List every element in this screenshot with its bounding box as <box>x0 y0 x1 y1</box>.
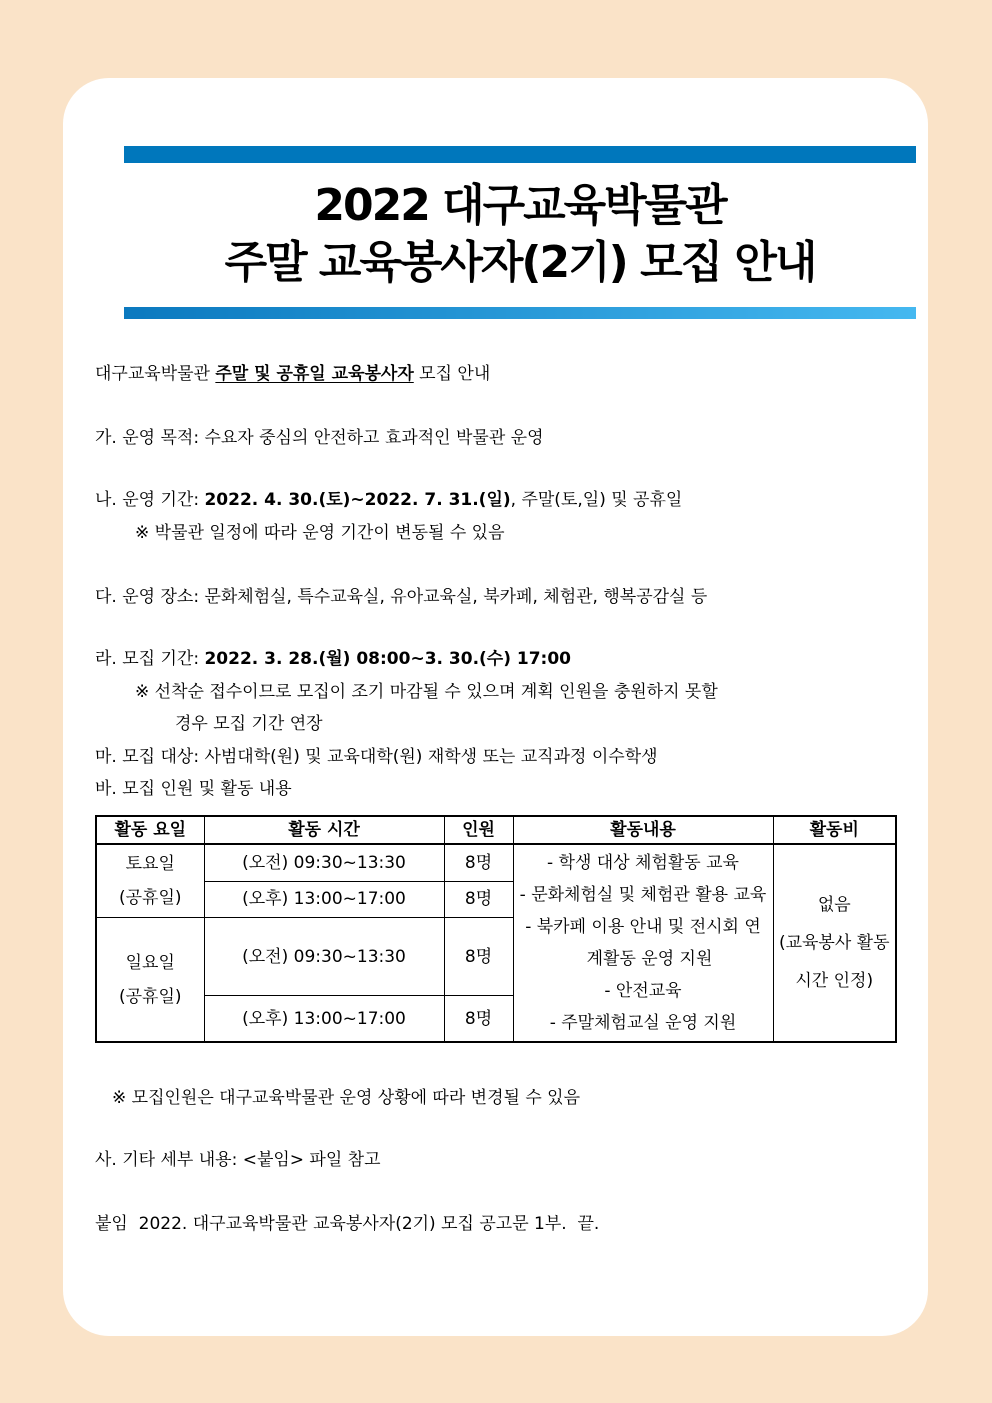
cell-activities <box>513 844 773 1042</box>
note-recruit-period-line-1: ※ 선착순 접수이므로 모집이 조기 마감될 수 있으며 계획 인원을 충원하지 못할 <box>135 682 718 702</box>
cell-fee <box>773 844 896 1042</box>
cell-day-saturday-line-1: 토요일 <box>125 854 175 874</box>
note-table: ※ 모집인원은 대구교육박물관 운영 상황에 따라 변경될 수 있음 <box>112 1088 581 1108</box>
recruitment-table <box>95 815 897 1043</box>
intro-line <box>95 363 906 385</box>
col-header-time: 활동 시간 <box>204 816 444 844</box>
table-header-row <box>96 816 896 844</box>
col-header-day: 활동 요일 <box>96 816 204 844</box>
activity-item: - 문화체험실 및 체험관 활용 교육 <box>519 885 767 905</box>
title-bar-top <box>124 146 916 163</box>
table-row <box>96 844 896 881</box>
page-title-line-2: 주말 교육봉사자(2기) 모집 안내 <box>224 237 816 288</box>
cell-count-sat-pm: 8명 <box>444 881 513 917</box>
cell-day-sunday-line-1: 일요일 <box>125 952 175 973</box>
note-recruit-period-line-2: 경우 모집 기간 연장 <box>175 714 323 734</box>
content-card <box>63 78 928 1336</box>
item-operation-period-label: 나. 운영 기간: <box>95 490 205 510</box>
item-location: 다. 운영 장소: 문화체험실, 특수교육실, 유아교육실, 북카페, 체험관, 행복공감실 등 <box>95 587 708 607</box>
title-bar-gradient <box>124 307 916 319</box>
cell-count-sun-am: 8명 <box>444 918 513 996</box>
item-recruit-period <box>95 648 906 670</box>
cell-count-sat-am: 8명 <box>444 844 513 881</box>
cell-time-sat-am: (오전) 09:30~13:30 <box>204 844 444 881</box>
item-operation-period-dates: 2022. 4. 30.(토)~2022. 7. 31.(일) <box>204 490 511 510</box>
activity-item: - 학생 대상 체험활동 교육 <box>547 853 739 873</box>
intro-emphasis: 주말 및 공휴일 교육봉사자 <box>215 364 414 384</box>
cell-count-sun-pm: 8명 <box>444 996 513 1043</box>
item-operation-period <box>95 489 906 511</box>
item-recruit-period-label: 라. 모집 기간: <box>95 649 205 669</box>
cell-day-saturday-line-2: (공휴일) <box>118 888 182 908</box>
activity-item: - 북카페 이용 안내 및 전시회 연계활동 운영 지원 <box>525 917 761 969</box>
cell-day-sunday <box>96 918 204 1043</box>
item-other-details: 사. 기타 세부 내용: <붙임> 파일 참고 <box>95 1150 381 1170</box>
item-purpose: 가. 운영 목적: 수요자 중심의 안전하고 효과적인 박물관 운영 <box>95 428 544 448</box>
col-header-count: 인원 <box>444 816 513 844</box>
activity-item: - 안전교육 <box>604 981 682 1001</box>
col-header-fee: 활동비 <box>773 816 896 844</box>
item-recruit-period-dates: 2022. 3. 28.(월) 08:00~3. 30.(수) 17:00 <box>204 649 572 669</box>
cell-time-sun-am: (오전) 09:30~13:30 <box>204 918 444 996</box>
document-body <box>63 363 928 1235</box>
cell-time-sun-pm: (오후) 13:00~17:00 <box>204 996 444 1043</box>
col-header-activity: 활동내용 <box>513 816 773 844</box>
attachment-line: 붙임 2022. 대구교육박물관 교육봉사자(2기) 모집 공고문 1부. 끝. <box>95 1214 600 1234</box>
cell-day-saturday <box>96 844 204 918</box>
activity-item: - 주말체험교실 운영 지원 <box>549 1013 737 1033</box>
intro-suffix: 모집 안내 <box>413 364 491 384</box>
cell-fee-rest: (교육봉사 활동시간 인정) <box>778 933 890 991</box>
intro-prefix: 대구교육박물관 <box>95 364 216 384</box>
page-title-line-1: 2022 대구교육박물관 <box>314 180 726 231</box>
cell-day-sunday-line-2: (공휴일) <box>118 986 182 1007</box>
cell-time-sat-pm: (오후) 13:00~17:00 <box>204 881 444 917</box>
cell-fee-line-1: 없음 <box>817 895 851 915</box>
item-operation-period-suffix: , 주말(토,일) 및 공휴일 <box>510 490 683 510</box>
item-target: 마. 모집 대상: 사범대학(원) 및 교육대학(원) 재학생 또는 교직과정 이수학생 <box>95 747 658 767</box>
item-headcount-heading: 바. 모집 인원 및 활동 내용 <box>95 779 292 799</box>
note-operation-period: ※ 박물관 일정에 따라 운영 기간이 변동될 수 있음 <box>135 523 505 543</box>
page-title <box>124 177 916 291</box>
